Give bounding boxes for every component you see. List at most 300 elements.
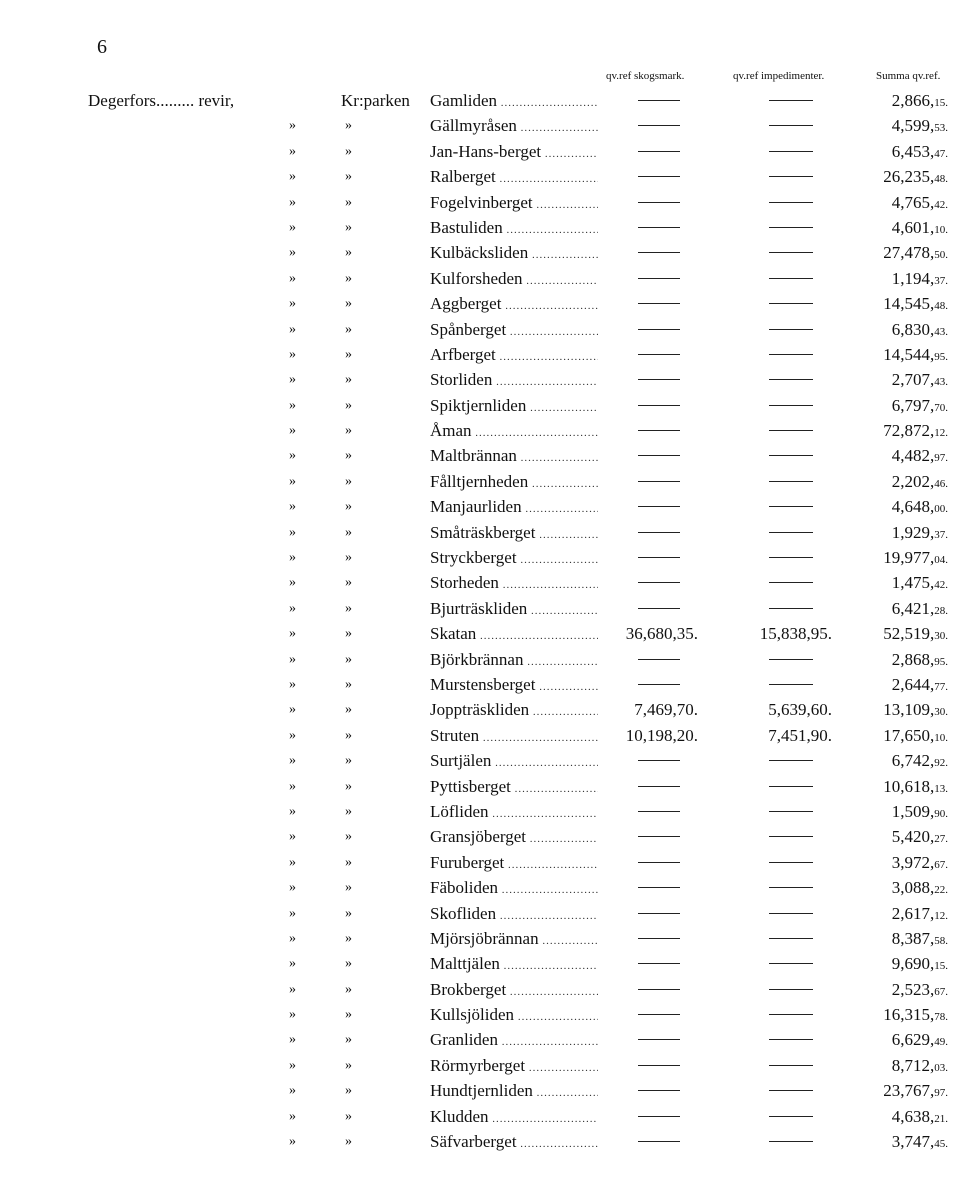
area-name: Skatan ..... bbox=[430, 621, 598, 649]
forest-land-value: 36,680,35. bbox=[625, 624, 698, 644]
total-value: 6,742,92. bbox=[891, 751, 948, 771]
ditto-mark: » bbox=[289, 1032, 296, 1048]
empty-dash bbox=[769, 862, 813, 863]
ditto-mark: » bbox=[289, 169, 296, 185]
table-row bbox=[0, 1002, 960, 1027]
table-row bbox=[0, 266, 960, 291]
empty-dash bbox=[769, 329, 813, 330]
table-body bbox=[0, 88, 960, 1154]
total-value: 16,315,78. bbox=[883, 1005, 948, 1025]
empty-dash bbox=[638, 506, 680, 507]
area-name: Löfliden ..... bbox=[430, 799, 598, 827]
area-name: Maltbrännan ..... bbox=[430, 443, 598, 471]
ditto-mark: » bbox=[289, 143, 296, 159]
table-row bbox=[0, 901, 960, 926]
total-fraction: 70. bbox=[934, 401, 948, 414]
area-name: Rörmyrberget ..... bbox=[430, 1053, 598, 1081]
table-row bbox=[0, 113, 960, 138]
area-name: Bjurträskliden ..... bbox=[430, 596, 598, 624]
total-fraction: 04. bbox=[934, 554, 948, 567]
total-fraction: 77. bbox=[934, 680, 948, 693]
impediment-value: 15,838,95. bbox=[759, 624, 832, 644]
total-value: 14,544,95. bbox=[883, 344, 948, 364]
area-name: Arfberget ..... bbox=[430, 342, 598, 370]
area-name: Fäboliden ..... bbox=[430, 875, 598, 903]
total-value: 2,707,43. bbox=[891, 370, 948, 390]
total-value: 6,797,70. bbox=[891, 395, 948, 415]
ditto-mark: » bbox=[345, 194, 352, 210]
ditto-mark: » bbox=[289, 676, 296, 692]
empty-dash bbox=[638, 405, 680, 406]
empty-dash bbox=[638, 1065, 680, 1066]
table-row bbox=[0, 570, 960, 595]
ditto-mark: » bbox=[345, 626, 352, 642]
total-value: 23,767,97. bbox=[883, 1081, 948, 1101]
area-name: Björkbrännan ..... bbox=[430, 647, 598, 675]
total-fraction: 95. bbox=[934, 350, 948, 363]
total-value: 2,644,77. bbox=[891, 674, 948, 694]
total-value: 2,523,67. bbox=[891, 979, 948, 999]
table-row bbox=[0, 545, 960, 570]
total-value: 52,519,30. bbox=[883, 624, 948, 644]
empty-dash bbox=[769, 963, 813, 964]
area-name: Kulforsheden ..... bbox=[430, 266, 598, 294]
empty-dash bbox=[638, 176, 680, 177]
total-value: 27,478,50. bbox=[883, 243, 948, 263]
total-value: 2,868,95. bbox=[891, 649, 948, 669]
ditto-mark: » bbox=[289, 524, 296, 540]
ditto-mark: » bbox=[345, 473, 352, 489]
ditto-mark: » bbox=[289, 1108, 296, 1124]
ditto-mark: » bbox=[289, 854, 296, 870]
ditto-mark: » bbox=[345, 651, 352, 667]
total-fraction: 42. bbox=[934, 579, 948, 592]
table-row bbox=[0, 697, 960, 722]
ditto-mark: » bbox=[289, 397, 296, 413]
total-value: 8,387,58. bbox=[891, 928, 948, 948]
empty-dash bbox=[638, 989, 680, 990]
area-name: Småträskberget ..... bbox=[430, 520, 598, 548]
ditto-mark: » bbox=[289, 829, 296, 845]
table-row bbox=[0, 240, 960, 265]
impediment-value: 5,639,60. bbox=[768, 700, 832, 720]
empty-dash bbox=[638, 913, 680, 914]
empty-dash bbox=[638, 100, 680, 101]
empty-dash bbox=[769, 303, 813, 304]
ditto-mark: » bbox=[289, 880, 296, 896]
empty-dash bbox=[769, 227, 813, 228]
total-value: 4,638,21. bbox=[891, 1106, 948, 1126]
total-fraction: 22. bbox=[934, 884, 948, 897]
table-row bbox=[0, 799, 960, 824]
empty-dash bbox=[769, 278, 813, 279]
empty-dash bbox=[638, 938, 680, 939]
empty-dash bbox=[769, 430, 813, 431]
ditto-mark: » bbox=[345, 1057, 352, 1073]
empty-dash bbox=[638, 1039, 680, 1040]
total-value: 6,421,28. bbox=[891, 598, 948, 618]
total-value: 6,629,49. bbox=[891, 1030, 948, 1050]
table-row bbox=[0, 1078, 960, 1103]
ditto-mark: » bbox=[345, 956, 352, 972]
total-value: 4,648,00. bbox=[891, 497, 948, 517]
empty-dash bbox=[638, 252, 680, 253]
header-forest-land: qv.ref skogsmark. bbox=[606, 70, 685, 82]
ditto-mark: » bbox=[289, 803, 296, 819]
ditto-mark: » bbox=[289, 550, 296, 566]
table-row bbox=[0, 774, 960, 799]
ditto-mark: » bbox=[345, 1007, 352, 1023]
empty-dash bbox=[638, 227, 680, 228]
area-name: Furuberget ..... bbox=[430, 850, 598, 878]
ditto-mark: » bbox=[345, 499, 352, 515]
area-name: Kullsjöliden ..... bbox=[430, 1002, 598, 1030]
ditto-mark: » bbox=[345, 524, 352, 540]
area-name: Struten ..... bbox=[430, 723, 598, 751]
ditto-mark: » bbox=[289, 930, 296, 946]
total-fraction: 30. bbox=[934, 630, 948, 643]
empty-dash bbox=[638, 659, 680, 660]
total-value: 2,202,46. bbox=[891, 471, 948, 491]
total-value: 4,599,53. bbox=[891, 116, 948, 136]
total-fraction: 27. bbox=[934, 833, 948, 846]
empty-dash bbox=[769, 887, 813, 888]
area-name: Mjörsjöbrännan ..... bbox=[430, 926, 598, 954]
empty-dash bbox=[638, 836, 680, 837]
empty-dash bbox=[638, 455, 680, 456]
area-name: Brokberget ..... bbox=[430, 977, 598, 1005]
area-name: Kludden ..... bbox=[430, 1104, 598, 1132]
table-row bbox=[0, 647, 960, 672]
ditto-mark: » bbox=[345, 143, 352, 159]
ditto-mark: » bbox=[345, 880, 352, 896]
empty-dash bbox=[638, 760, 680, 761]
empty-dash bbox=[638, 1090, 680, 1091]
table-row bbox=[0, 393, 960, 418]
ditto-mark: » bbox=[289, 778, 296, 794]
total-fraction: 43. bbox=[934, 376, 948, 389]
total-fraction: 92. bbox=[934, 757, 948, 770]
ditto-mark: » bbox=[345, 118, 352, 134]
empty-dash bbox=[638, 786, 680, 787]
ditto-mark: » bbox=[345, 778, 352, 794]
impediment-value: 7,451,90. bbox=[768, 725, 832, 745]
total-value: 2,866,15. bbox=[891, 91, 948, 110]
empty-dash bbox=[638, 379, 680, 380]
total-value: 9,690,15. bbox=[891, 954, 948, 974]
area-name: Åman ..... bbox=[430, 418, 598, 446]
ditto-mark: » bbox=[289, 575, 296, 591]
header-impediments: qv.ref impedimenter. bbox=[733, 70, 825, 82]
empty-dash bbox=[638, 1116, 680, 1117]
table-row bbox=[0, 164, 960, 189]
total-fraction: 10. bbox=[934, 223, 948, 236]
empty-dash bbox=[769, 989, 813, 990]
total-fraction: 13. bbox=[934, 782, 948, 795]
ditto-mark: » bbox=[345, 1134, 352, 1150]
total-fraction: 43. bbox=[934, 325, 948, 338]
empty-dash bbox=[769, 684, 813, 685]
area-name: Säfvarberget ..... bbox=[430, 1129, 598, 1157]
ditto-mark: » bbox=[345, 753, 352, 769]
empty-dash bbox=[769, 659, 813, 660]
total-fraction: 15. bbox=[934, 97, 948, 109]
ditto-mark: » bbox=[289, 423, 296, 439]
ditto-mark: » bbox=[289, 753, 296, 769]
empty-dash bbox=[638, 811, 680, 812]
table-row bbox=[0, 317, 960, 342]
table-row bbox=[0, 418, 960, 443]
ditto-mark: » bbox=[345, 270, 352, 286]
table-row bbox=[0, 139, 960, 164]
total-value: 2,617,12. bbox=[891, 903, 948, 923]
total-fraction: 12. bbox=[934, 427, 948, 440]
table-row bbox=[0, 88, 960, 113]
empty-dash bbox=[638, 303, 680, 304]
ditto-mark: » bbox=[289, 245, 296, 261]
total-fraction: 97. bbox=[934, 1087, 948, 1100]
empty-dash bbox=[638, 1014, 680, 1015]
total-fraction: 00. bbox=[934, 503, 948, 516]
table-row bbox=[0, 748, 960, 773]
ditto-mark: » bbox=[289, 702, 296, 718]
table-row bbox=[0, 596, 960, 621]
ditto-mark: » bbox=[345, 905, 352, 921]
ditto-mark: » bbox=[345, 169, 352, 185]
total-fraction: 48. bbox=[934, 300, 948, 313]
total-value: 6,453,47. bbox=[891, 141, 948, 161]
total-fraction: 49. bbox=[934, 1036, 948, 1049]
ditto-mark: » bbox=[345, 1032, 352, 1048]
empty-dash bbox=[769, 1065, 813, 1066]
district-label: Degerfors......... revir, bbox=[88, 91, 235, 110]
ditto-mark: » bbox=[345, 1083, 352, 1099]
ditto-mark: » bbox=[345, 981, 352, 997]
empty-dash bbox=[769, 557, 813, 558]
total-value: 3,972,67. bbox=[891, 852, 948, 872]
ditto-mark: » bbox=[345, 346, 352, 362]
empty-dash bbox=[638, 532, 680, 533]
total-fraction: 67. bbox=[934, 985, 948, 998]
area-name: Hundtjernliden ..... bbox=[430, 1078, 598, 1106]
total-value: 4,601,10. bbox=[891, 217, 948, 237]
table-row bbox=[0, 494, 960, 519]
empty-dash bbox=[769, 786, 813, 787]
area-name: Gamliden ..... bbox=[430, 88, 598, 116]
total-fraction: 78. bbox=[934, 1011, 948, 1024]
table-row bbox=[0, 443, 960, 468]
total-fraction: 03. bbox=[934, 1061, 948, 1074]
table-row bbox=[0, 951, 960, 976]
total-fraction: 53. bbox=[934, 122, 948, 135]
ditto-mark: » bbox=[289, 1057, 296, 1073]
area-name: Aggberget ..... bbox=[430, 291, 598, 319]
empty-dash bbox=[769, 811, 813, 812]
total-value: 4,482,97. bbox=[891, 446, 948, 466]
ditto-mark: » bbox=[289, 499, 296, 515]
empty-dash bbox=[638, 963, 680, 964]
ditto-mark: » bbox=[289, 600, 296, 616]
empty-dash bbox=[638, 278, 680, 279]
empty-dash bbox=[638, 481, 680, 482]
area-name: Gällmyråsen ..... bbox=[430, 113, 598, 141]
total-fraction: 67. bbox=[934, 858, 948, 871]
ditto-mark: » bbox=[345, 1108, 352, 1124]
area-name: Spånberget ..... bbox=[430, 317, 598, 345]
ditto-mark: » bbox=[345, 930, 352, 946]
ditto-mark: » bbox=[345, 397, 352, 413]
total-value: 6,830,43. bbox=[891, 319, 948, 339]
ditto-mark: » bbox=[289, 219, 296, 235]
table-row bbox=[0, 621, 960, 646]
total-value: 1,475,42. bbox=[891, 573, 948, 593]
total-value: 13,109,30. bbox=[883, 700, 948, 720]
ditto-mark: » bbox=[289, 1134, 296, 1150]
ditto-mark: » bbox=[289, 651, 296, 667]
empty-dash bbox=[638, 430, 680, 431]
forest-land-value: 10,198,20. bbox=[625, 725, 698, 745]
area-name: Kulbäcksliden ..... bbox=[430, 240, 598, 268]
ditto-mark: » bbox=[345, 423, 352, 439]
total-value: 19,977,04. bbox=[883, 548, 948, 568]
ditto-mark: » bbox=[345, 245, 352, 261]
empty-dash bbox=[769, 1090, 813, 1091]
total-value: 4,765,42. bbox=[891, 192, 948, 212]
area-name: Malttjälen ..... bbox=[430, 951, 598, 979]
total-value: 1,194,37. bbox=[891, 268, 948, 288]
total-fraction: 50. bbox=[934, 249, 948, 262]
total-value: 17,650,10. bbox=[883, 725, 948, 745]
empty-dash bbox=[769, 938, 813, 939]
ditto-mark: » bbox=[289, 981, 296, 997]
empty-dash bbox=[769, 151, 813, 152]
ditto-mark: » bbox=[289, 448, 296, 464]
empty-dash bbox=[769, 252, 813, 253]
area-name: Stryckberget ..... bbox=[430, 545, 598, 573]
table-row bbox=[0, 824, 960, 849]
empty-dash bbox=[769, 913, 813, 914]
area-name: Fogelvinberget ..... bbox=[430, 190, 598, 218]
total-fraction: 58. bbox=[934, 934, 948, 947]
total-value: 26,235,48. bbox=[883, 167, 948, 187]
ditto-mark: » bbox=[289, 727, 296, 743]
ditto-mark: » bbox=[289, 372, 296, 388]
table-row bbox=[0, 723, 960, 748]
total-value: 3,088,22. bbox=[891, 878, 948, 898]
ditto-mark: » bbox=[289, 956, 296, 972]
ditto-mark: » bbox=[289, 346, 296, 362]
area-name: Fålltjernheden ..... bbox=[430, 469, 598, 497]
ditto-mark: » bbox=[345, 803, 352, 819]
area-name: Skofliden ..... bbox=[430, 901, 598, 929]
ditto-mark: » bbox=[345, 727, 352, 743]
ditto-mark: » bbox=[345, 219, 352, 235]
table-row bbox=[0, 1027, 960, 1052]
empty-dash bbox=[638, 151, 680, 152]
total-fraction: 30. bbox=[934, 706, 948, 719]
total-value: 5,420,27. bbox=[891, 827, 948, 847]
table-row bbox=[0, 215, 960, 240]
empty-dash bbox=[769, 481, 813, 482]
empty-dash bbox=[769, 354, 813, 355]
empty-dash bbox=[769, 455, 813, 456]
table-row bbox=[0, 672, 960, 697]
total-fraction: 95. bbox=[934, 655, 948, 668]
empty-dash bbox=[769, 1141, 813, 1142]
area-name: Storheden ..... bbox=[430, 570, 598, 598]
ditto-mark: » bbox=[345, 550, 352, 566]
table-row bbox=[0, 977, 960, 1002]
table-row bbox=[0, 1104, 960, 1129]
total-fraction: 48. bbox=[934, 173, 948, 186]
empty-dash bbox=[638, 862, 680, 863]
area-name: Jan-Hans-berget ..... bbox=[430, 139, 598, 167]
ditto-mark: » bbox=[345, 372, 352, 388]
total-fraction: 97. bbox=[934, 452, 948, 465]
table-row bbox=[0, 367, 960, 392]
total-fraction: 90. bbox=[934, 807, 948, 820]
ditto-mark: » bbox=[289, 1007, 296, 1023]
total-fraction: 10. bbox=[934, 731, 948, 744]
total-fraction: 45. bbox=[934, 1138, 948, 1151]
total-value: 1,929,37. bbox=[891, 522, 948, 542]
area-name: Ralberget ..... bbox=[430, 164, 598, 192]
ditto-mark: » bbox=[345, 575, 352, 591]
total-fraction: 47. bbox=[934, 147, 948, 160]
area-name: Storliden ..... bbox=[430, 367, 598, 395]
ditto-mark: » bbox=[345, 829, 352, 845]
ditto-mark: » bbox=[289, 270, 296, 286]
table-row bbox=[0, 520, 960, 545]
empty-dash bbox=[638, 887, 680, 888]
empty-dash bbox=[638, 354, 680, 355]
area-name: Murstensberget ..... bbox=[430, 672, 598, 700]
empty-dash bbox=[769, 608, 813, 609]
ditto-mark: » bbox=[345, 321, 352, 337]
page-number: 6 bbox=[97, 36, 107, 58]
empty-dash bbox=[638, 582, 680, 583]
total-fraction: 46. bbox=[934, 477, 948, 490]
table-row bbox=[0, 926, 960, 951]
header-total: Summa qv.ref. bbox=[876, 70, 941, 82]
area-name: Bastuliden ..... bbox=[430, 215, 598, 243]
area-name: Surtjälen ..... bbox=[430, 748, 598, 776]
ditto-mark: » bbox=[289, 626, 296, 642]
ditto-mark: » bbox=[289, 905, 296, 921]
area-name: Manjaurliden ..... bbox=[430, 494, 598, 522]
total-value: 1,509,90. bbox=[891, 801, 948, 821]
ditto-mark: » bbox=[345, 854, 352, 870]
table-row bbox=[0, 875, 960, 900]
total-value: 14,545,48. bbox=[883, 294, 948, 314]
total-fraction: 37. bbox=[934, 274, 948, 287]
area-name: Spiktjernliden ..... bbox=[430, 393, 598, 421]
empty-dash bbox=[769, 405, 813, 406]
area-name: Gransjöberget ..... bbox=[430, 824, 598, 852]
column-headers bbox=[0, 70, 960, 86]
empty-dash bbox=[769, 760, 813, 761]
empty-dash bbox=[769, 532, 813, 533]
empty-dash bbox=[769, 1116, 813, 1117]
empty-dash bbox=[638, 329, 680, 330]
total-fraction: 42. bbox=[934, 198, 948, 211]
empty-dash bbox=[769, 125, 813, 126]
table-row bbox=[0, 190, 960, 215]
empty-dash bbox=[638, 1141, 680, 1142]
empty-dash bbox=[638, 684, 680, 685]
ditto-mark: » bbox=[289, 321, 296, 337]
ditto-mark: » bbox=[289, 473, 296, 489]
